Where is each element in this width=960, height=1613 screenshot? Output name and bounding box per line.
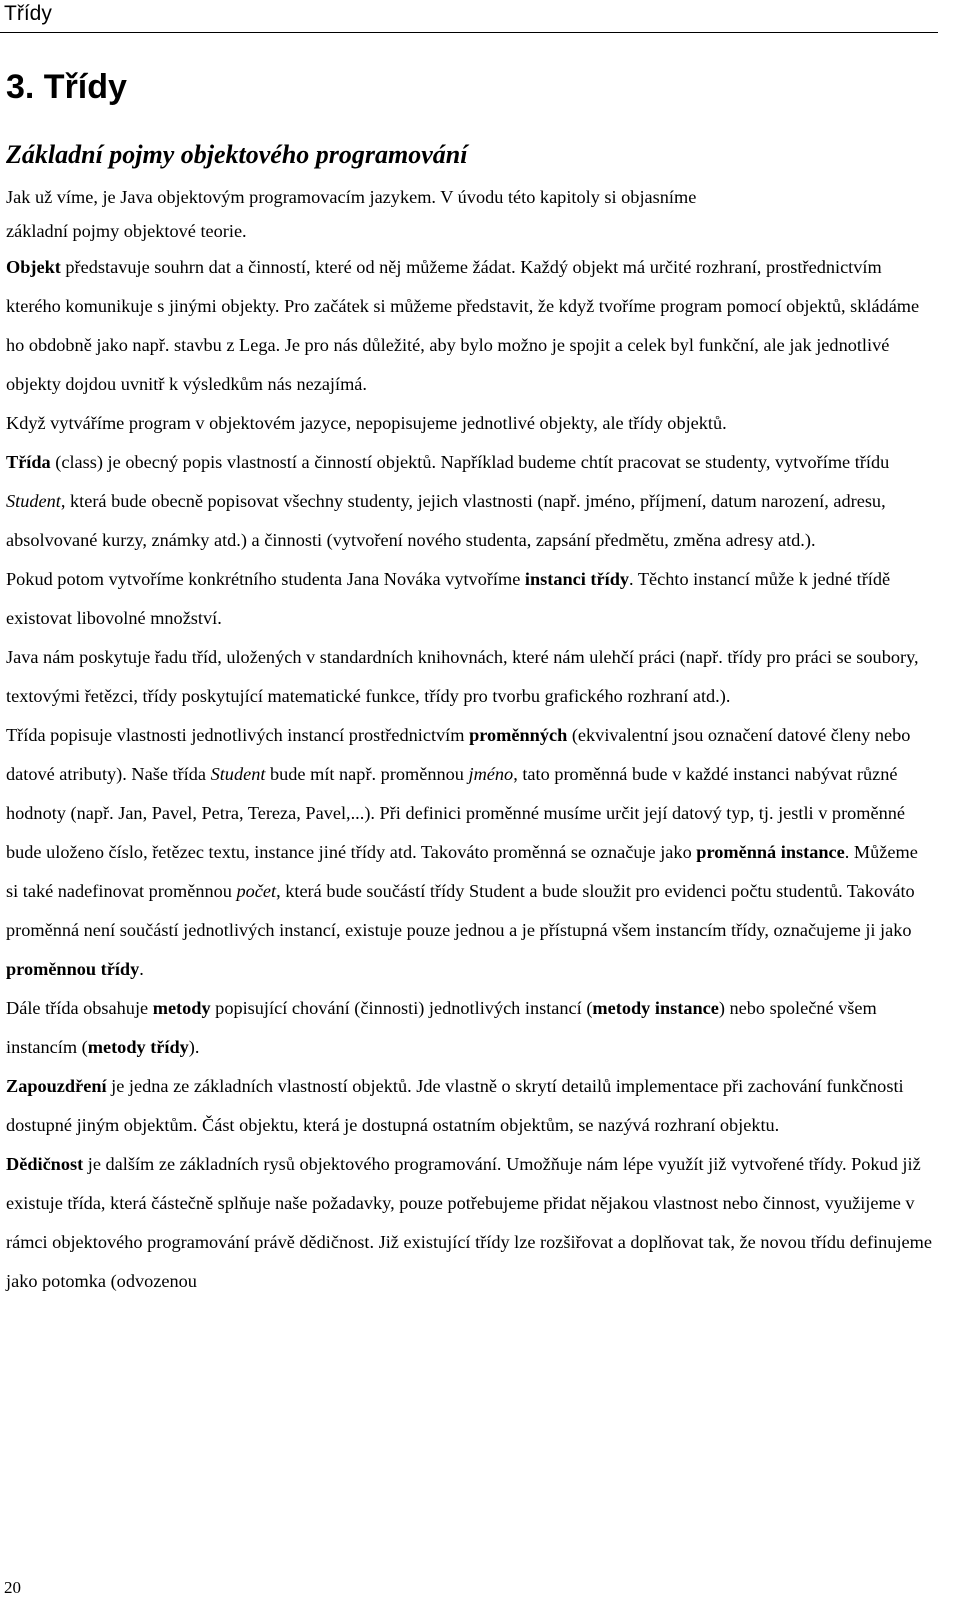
intro-line-1: Jak už víme, je Java objektovým programovacím jazykem. V úvodu této kapitoly si objasníme (6, 187, 697, 207)
metody-text-c: ) nebo společné všem instancím ( (6, 998, 877, 1057)
paragraph-metody (6, 989, 932, 1067)
java-libraries-text: Java nám poskytuje řadu tříd, uložených v standardních knihovnách, které nám ulehčí práci (např. třídy pro práci se soubory, textovými řetězci, třídy poskytující matematické funkce, třídy pro tvorbu grafického rozhraní atd.). (6, 647, 919, 706)
paragraph-trida (6, 443, 932, 560)
page-number: 20 (4, 1578, 21, 1597)
promenne-text-f: , která bude součástí třídy Student a bude sloužit pro evidenci počtu studentů. Takováto proměnná není součástí jednotlivých instancí, existuje pouze jednou a je přístupná všem instancím třídy, označujeme ji jako (6, 881, 915, 940)
term-dedicnost: Dědičnost (6, 1154, 84, 1174)
body-text (6, 180, 932, 1301)
paragraph-zapouzdreni (6, 1067, 932, 1145)
dedicnost-text: je dalším ze základních rysů objektového programování. Umožňuje nám lépe využít již vytvořené třídy. Pokud již existuje třída, která částečně splňuje naše požadavky, pouze potřebujeme přidat nějakou vlastnost nebo činnost, využijeme v rámci objektového programování právě dědičnost. Již existující třídy lze rozšiřovat a doplňovat tak, že novou třídu definujeme jako potomka (odvozenou (6, 1154, 932, 1291)
header-rule (0, 32, 938, 33)
chapter-title: 3. Třídy (6, 68, 127, 106)
section-title: Základní pojmy objektového programování (6, 140, 468, 169)
term-zapouzdreni: Zapouzdření (6, 1076, 107, 1096)
paragraph-intro (6, 180, 932, 248)
trida-text-a: (class) je obecný popis vlastností a činností objektů. Například budeme chtít pracovat se studenty, vytvoříme třídu (50, 452, 890, 472)
italic-pocet: počet (236, 881, 277, 901)
term-metody-tridy: metody třídy (87, 1037, 189, 1057)
promenne-text-g: . (139, 959, 144, 979)
paragraph-classes (6, 404, 932, 443)
term-metody: metody (152, 998, 211, 1018)
metody-text-d: ). (188, 1037, 200, 1057)
italic-student: Student (6, 491, 61, 511)
term-trida: Třída (6, 452, 51, 472)
term-promennych: proměnných (469, 725, 568, 745)
instance-text-a: Pokud potom vytvoříme konkrétního studenta Jana Nováka vytvoříme (6, 569, 525, 589)
classes-text: Když vytváříme program v objektovém jazyce, nepopisujeme jednotlivé objekty, ale třídy objektů. (6, 413, 727, 433)
promenne-text-e: . Můžeme si také nadefinovat proměnnou (6, 842, 918, 901)
paragraph-dedicnost (6, 1145, 932, 1301)
objekt-text: představuje souhrn dat a činností, které od něj můžeme žádat. Každý objekt má určité rozhraní, prostřednictvím kterého komunikuje s jinými objekty. Pro začátek si můžeme představit, že když tvoříme program pomocí objektů, skládáme ho obdobně jako např. stavbu z Lega. Je pro nás důležité, aby bylo možno je spojit a celek byl funkční, ale jak jednotlivé objekty dojdou uvnitř k výsledkům nás nezajímá. (6, 257, 920, 394)
promenne-text-c: bude mít např. proměnnou (265, 764, 469, 784)
metody-text-a: Dále třída obsahuje (6, 998, 153, 1018)
italic-student-2: Student (210, 764, 266, 784)
paragraph-promenne (6, 716, 932, 989)
instance-text-b: . Těchto instancí může k jedné třídě existovat libovolné množství. (6, 569, 891, 628)
trida-text-b: , která bude obecně popisovat všechny studenty, jejich vlastnosti (např. jméno, příjmení, datum narození, adresu, absolvované kurzy, známky atd.) a činnosti (vytvoření nového studenta, zapsání předmětu, změna adresy atd.). (6, 491, 886, 550)
italic-jmeno: jméno (468, 764, 514, 784)
promenne-text-d: , tato proměnná bude v každé instanci nabývat různé hodnoty (např. Jan, Pavel, Petra, Tereza, Pavel,...). Při definici proměnné musíme určit její datový typ, tj. jestli v proměnné bude uloženo číslo, řetězec textu, instance jiné třídy atd. Takováto proměnná se označuje jako (6, 764, 906, 862)
metody-text-b: popisující chování (činnosti) jednotlivých instancí ( (210, 998, 593, 1018)
paragraph-objekt (6, 248, 932, 404)
term-metody-instance: metody instance (592, 998, 719, 1018)
paragraph-java-libraries (6, 638, 932, 716)
zapouzdreni-text: je jedna ze základních vlastností objektů. Jde vlastně o skrytí detailů implementace při zachování funkčnosti dostupné jiným objektům. Část objektu, která je dostupná ostatním objektům, se nazývá rozhraní objektu. (6, 1076, 904, 1135)
term-objekt: Objekt (6, 257, 61, 277)
promenne-text-b: (ekvivalentní jsou označení datové členy nebo datové atributy). Naše třída (6, 725, 911, 784)
term-instance-tridy: instanci třídy (524, 569, 630, 589)
term-promennou-tridy: proměnnou třídy (6, 959, 140, 979)
running-header-title: Třídy (4, 2, 52, 25)
paragraph-instance (6, 560, 932, 638)
promenne-text-a: Třída popisuje vlastnosti jednotlivých instancí prostřednictvím (6, 725, 470, 745)
intro-line-2: základní pojmy objektové teorie. (6, 221, 247, 241)
term-promenna-instance: proměnná instance (696, 842, 845, 862)
